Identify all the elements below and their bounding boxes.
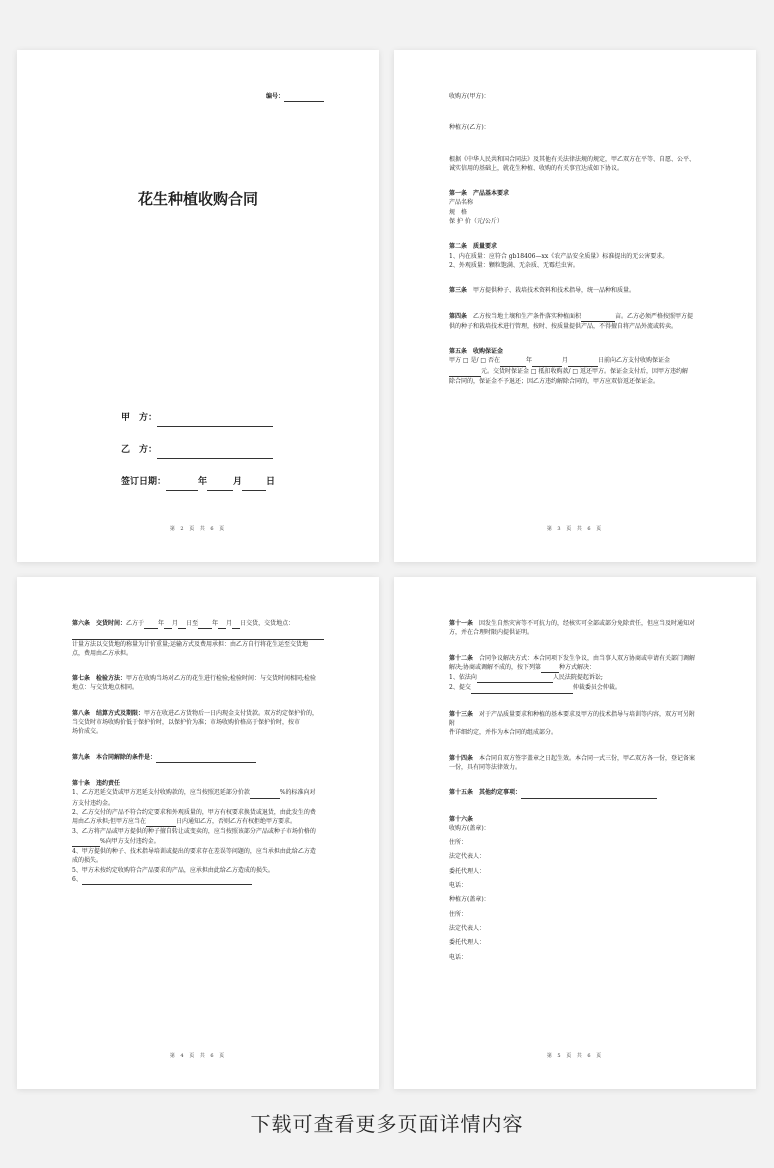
article-3 xyxy=(449,286,701,295)
contract-number xyxy=(266,92,324,102)
signature-field: 种植方(盖章)： xyxy=(449,896,490,904)
day-blank xyxy=(568,356,598,366)
article-6-line xyxy=(72,619,324,629)
article-2-title: 第二条 质量要求 xyxy=(449,243,498,251)
page-terms-1 xyxy=(394,50,756,562)
article-10-text: 1、乙方迟延交货或甲方迟延支付收购款的，应当按照迟延部分价款 xyxy=(72,789,250,797)
article-14-title: 第十四条 xyxy=(449,754,474,762)
signature-field: 法定代表人： xyxy=(449,853,486,861)
sign-date-label: 签订日期： xyxy=(121,477,167,487)
article-13-line xyxy=(449,710,701,729)
article-6-text: 年 xyxy=(212,620,219,627)
article-15-title: 第十五条 其他约定事项： xyxy=(449,789,522,797)
article-2-item: 1、内在质量：应符合 gb18406—xx《农产品安全质量》标准提出的无公害要求。 xyxy=(449,252,669,260)
blank xyxy=(144,619,158,629)
year-blank xyxy=(500,356,526,366)
number-label: 编号： xyxy=(265,93,284,100)
month-label: 月 xyxy=(233,477,243,487)
article-12-title: 第十二条 xyxy=(449,654,474,662)
article-12-text: 人民法院提起诉讼; xyxy=(552,674,603,682)
page-footer: 第 5 页 共 6 页 xyxy=(546,1053,604,1060)
article-5-line: 除合同的，保证金不予退还；因乙方违约解除合同的，甲方应双倍返还保证金。 xyxy=(449,378,660,386)
article-1-item: 产品名称 xyxy=(449,199,474,207)
article-6-text: 月 xyxy=(226,620,233,627)
article-3-text: 甲方提供种子、栽培技术资料和技术指导，统一品种和质量。 xyxy=(473,287,636,295)
page-terms-3 xyxy=(394,577,756,1089)
location-blank xyxy=(72,629,324,639)
article-14-line xyxy=(449,754,701,763)
signature-fields xyxy=(449,824,701,962)
article-11-line xyxy=(449,619,701,628)
party-a-label: 甲 方： xyxy=(121,413,158,423)
article-5-line xyxy=(449,356,701,366)
article-7-text: 甲方在收购当场对乙方的花生进行检验;检验时间：与交货时间相同;检验 xyxy=(126,675,317,683)
article-3-title: 第三条 xyxy=(449,287,468,295)
article-9-title: 第九条 本合同解除的条件是： xyxy=(72,753,157,761)
location-blank-line xyxy=(72,629,324,639)
party-b-label: 乙 方： xyxy=(121,445,158,455)
blank xyxy=(164,619,172,629)
signature-field: 电话： xyxy=(449,882,468,890)
month-blank xyxy=(532,356,562,366)
month-blank xyxy=(207,476,233,491)
signature-field: 委托代理人： xyxy=(449,867,486,875)
party-b-row xyxy=(121,444,273,459)
year-blank xyxy=(166,476,198,491)
signature-field: 法定代表人： xyxy=(449,924,486,932)
signature-field: 电话： xyxy=(449,953,468,961)
article-8-title: 第八条 结算方式及期限： xyxy=(72,709,145,717)
page-terms-2 xyxy=(17,577,379,1089)
page-cover xyxy=(17,50,379,562)
article-10-line: 4、甲方提供的种子、技术指导培训或提出的要求存在差误等问题的，应当承担由此给乙方造 xyxy=(72,848,316,856)
amount-blank xyxy=(449,367,481,377)
page-footer: 第 4 页 共 6 页 xyxy=(169,1053,227,1060)
buyer-label: 收购方(甲方)： xyxy=(449,93,490,100)
article-8-line: 场价成交。 xyxy=(72,728,103,736)
article-12-text: 合同争议解决方式：本合同项下发生争议，由当事人双方协商或申请有关部门调解 xyxy=(479,654,696,662)
blank xyxy=(471,683,573,693)
party-b-blank xyxy=(157,444,273,459)
article-4-title: 第四条 xyxy=(449,312,468,320)
article-12-text: 种方式解决： xyxy=(559,663,596,671)
blank xyxy=(82,875,252,885)
article-10-line xyxy=(72,875,324,885)
article-5-text: 甲方 □ 是/ □ 否在 xyxy=(449,357,500,365)
intro-line: 根据《中华人民共和国合同法》及其他有关法律法规的规定，甲乙双方在平等、自愿、公平、 xyxy=(449,155,696,163)
article-12-text: 仲裁委员会仲裁。 xyxy=(572,684,621,692)
article-10-text: %的标准向对 xyxy=(279,789,316,797)
article-10-text: 日内通知乙方，否则乙方有权拒绝甲方要求。 xyxy=(176,818,297,826)
signature-field: 住所： xyxy=(449,839,468,847)
article-10-text: 6、 xyxy=(72,875,82,883)
signature-field: 委托代理人： xyxy=(449,939,486,947)
article-9-line xyxy=(72,753,324,763)
article-2-item: 2、外观质量：颗粒饱满、无杂质、无霉烂虫害。 xyxy=(449,261,579,269)
article-6-text: 年 xyxy=(158,620,165,627)
article-5-text: 日前向乙方支付收购保证金 xyxy=(598,357,671,365)
sign-date-row xyxy=(121,476,275,491)
article-12-text: 2、提交 xyxy=(449,684,471,692)
article-12-line xyxy=(449,673,701,683)
article-1-item: 规 格 xyxy=(449,208,468,216)
article-16-title: 第十六条 xyxy=(449,815,474,823)
blank xyxy=(477,673,553,683)
year-label: 年 xyxy=(198,477,208,487)
article-7-line xyxy=(72,674,324,683)
article-13-line: 件详细约定，并作为本合同的组成部分。 xyxy=(449,729,558,737)
article-14-text: 本合同自双方签字盖章之日起生效。本合同一式三份，甲乙双方各一份，登记备案 xyxy=(479,754,696,762)
article-10-line: 方支付违约金。 xyxy=(72,799,115,807)
article-12-line xyxy=(449,683,701,693)
article-10-title: 第十条 违约责任 xyxy=(72,779,121,787)
blank xyxy=(218,619,226,629)
article-5-line xyxy=(449,367,701,377)
article-12-text: 1、依法向 xyxy=(449,674,477,682)
blank xyxy=(72,837,100,847)
signature-field: 住所： xyxy=(449,910,468,918)
blank xyxy=(198,619,212,629)
article-10-line: 3、乙方将产品或甲方提供的种子擅自转让或变卖的，应当按照该部分产品或种子市场价格的 xyxy=(72,828,316,836)
article-5-title: 第五条 收购保证金 xyxy=(449,348,504,356)
party-a-row xyxy=(121,412,273,427)
article-8-line xyxy=(72,709,324,718)
article-6-text: 月 xyxy=(172,620,179,627)
article-10-line: 5、甲方未按约定收购符合产品要求的产品，应承担由此给乙方造成的损失。 xyxy=(72,866,274,874)
blank xyxy=(146,817,176,827)
article-10-text: 用由乙方承担;但甲方应当在 xyxy=(72,818,147,826)
party-a-blank xyxy=(157,412,273,427)
day-blank xyxy=(242,476,266,491)
article-1-item: 保 护 价（元/公斤） xyxy=(449,218,503,226)
article-10-line: 2、乙方交付的产品不符合约定要求和外观质量的，甲方有权要求换货或退货，由此发生的费 xyxy=(72,808,316,816)
article-4 xyxy=(449,312,701,322)
blank xyxy=(156,753,256,763)
article-10-text: %向甲方支付违约金。 xyxy=(100,837,160,845)
article-7-title: 第七条 检验方法： xyxy=(72,675,127,683)
page-footer: 第 2 页 共 6 页 xyxy=(169,526,227,533)
blank xyxy=(250,788,280,798)
article-12-text: 解决;协商或调解不成的，按下列第 xyxy=(449,663,542,671)
intro-line: 诚实信用的基础上，就花生种植、收购的有关事宜达成如下协议。 xyxy=(449,164,624,172)
article-10-line xyxy=(72,788,324,798)
page-footer: 第 3 页 共 6 页 xyxy=(546,526,604,533)
article-11-line: 方，并在合理时限内提供证明。 xyxy=(449,629,534,637)
article-15-line xyxy=(449,788,701,798)
article-14-line: 一份，具有同等法律效力。 xyxy=(449,763,522,771)
article-12-line xyxy=(449,663,701,673)
day-label: 日 xyxy=(266,477,276,487)
grower-label: 种植方(乙方)： xyxy=(449,124,490,132)
article-6-text: 乙方于 xyxy=(126,620,145,627)
article-8-text: 甲方在收进乙方货物后一日内现金支付货款。双方约定保护价的， xyxy=(144,709,319,717)
article-11-title: 第十一条 xyxy=(449,620,474,627)
article-4-text: 乙方按当地土壤和生产条件落实种植面积 xyxy=(473,312,582,320)
article-10-line xyxy=(72,837,324,847)
area-blank xyxy=(581,312,615,322)
article-5-text: 年 xyxy=(526,357,533,365)
article-10-line xyxy=(72,817,324,827)
article-6-line: 点，费用由乙方承担。 xyxy=(72,649,133,657)
page-title: 花生种植收购合同 xyxy=(137,190,258,208)
blank xyxy=(178,619,186,629)
article-5-text: 元。交货时保证金 □ 抵扣收购款/ □ 返还甲方。保证金支付后，因甲方违约解 xyxy=(481,367,688,375)
article-4-text: 供的种子和栽培技术进行管理，按时、按质量提供产品，不得擅自将产品外流或转卖。 xyxy=(449,322,678,330)
blank xyxy=(541,663,559,673)
download-more-caption: 下载可查看更多页面详情内容 xyxy=(250,1112,524,1136)
article-5-text: 月 xyxy=(562,357,569,365)
article-6-text: 日至 xyxy=(186,620,199,627)
article-10-line: 成的损失。 xyxy=(72,857,103,865)
article-12-line xyxy=(449,654,701,663)
article-8-line: 当交货时市场收购价低于保护价时，以保护价为准；市场收购价格高于保护价时，按市 xyxy=(72,719,301,727)
blank xyxy=(521,788,657,798)
article-1-title: 第一条 产品基本要求 xyxy=(449,190,510,198)
number-blank xyxy=(284,92,324,102)
blank xyxy=(232,619,240,629)
signature-field: 收购方(盖章)： xyxy=(449,824,490,832)
article-13-text: 对于产品质量要求和种植的基本要求及甲方的技术指导与培训等内容，双方可另附附 xyxy=(449,710,696,728)
article-4-text: 亩。乙方必须严格按照甲方提 xyxy=(615,312,694,320)
article-13-title: 第十三条 xyxy=(449,710,474,718)
article-6-line: 计量方法以交货地的称量为计价重量;运输方式及费用承担：由乙方自行将花生运至交货地 xyxy=(72,640,309,648)
article-6-text: 日交货，交货地点： xyxy=(240,620,295,627)
article-7-line: 地点：与交货地点相同。 xyxy=(72,684,139,692)
article-6-title: 第六条 交货时间： xyxy=(72,620,127,627)
article-11-text: 因发生自然灾害等不可抗力的，经核实可全部或部分免除责任，但应当及时通知对 xyxy=(479,620,696,627)
